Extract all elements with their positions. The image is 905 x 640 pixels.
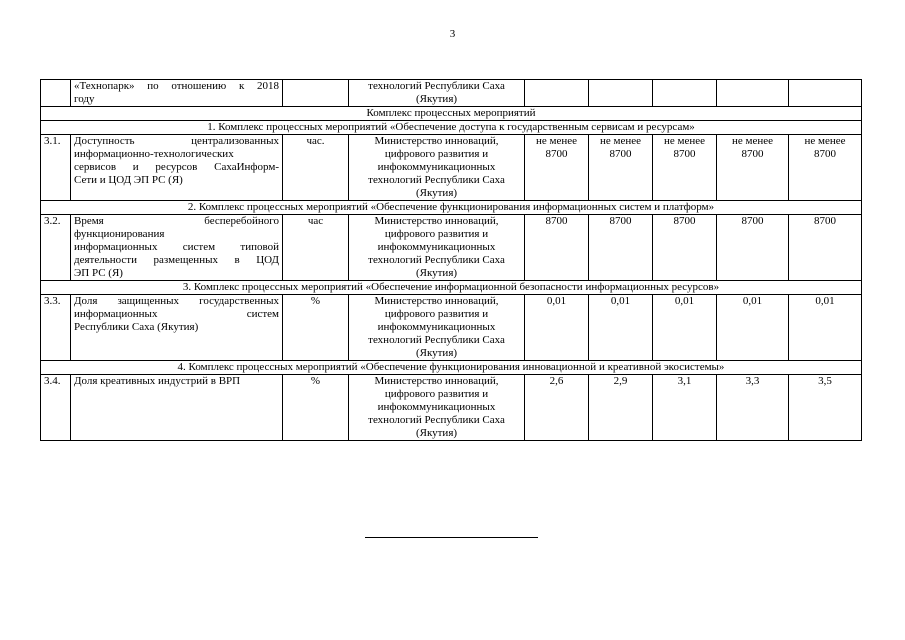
resp-line: инфокоммуникационных <box>377 161 496 173</box>
cell-value <box>717 375 789 441</box>
name-line: ЭП РС (Я) <box>74 267 123 279</box>
indicators-table <box>40 79 862 441</box>
cell-unit: % <box>283 375 349 441</box>
resp-line: (Якутия) <box>415 427 458 439</box>
cell-value <box>589 135 653 201</box>
cell-value <box>653 215 717 281</box>
cell-value <box>525 295 589 361</box>
cell-value <box>589 295 653 361</box>
group-title: 1. Комплекс процессных мероприятий «Обеспечение доступа к государственным сервисам и ресурсам» <box>41 121 862 135</box>
resp-line: (Якутия) <box>415 347 458 359</box>
resp-line: (Якутия) <box>415 187 458 199</box>
table-row <box>41 295 862 361</box>
table-row <box>41 135 862 201</box>
resp-line: Министерство инноваций, <box>374 375 499 387</box>
cell-responsible <box>349 80 525 107</box>
value-line: 3,1 <box>677 375 692 387</box>
table-row <box>41 375 862 441</box>
resp-line: цифрового развития и <box>384 228 489 240</box>
resp-line: технологий Республики Саха <box>368 254 505 266</box>
resp-line: инфокоммуникационных <box>377 401 496 413</box>
cell-num: 3.4. <box>41 375 71 441</box>
value-line: 0,01 <box>674 295 695 307</box>
resp-line: (Якутия) <box>415 93 458 105</box>
resp-line: технологий Республики Саха <box>368 174 505 186</box>
value-line: 2,9 <box>613 375 628 387</box>
cell-responsible <box>349 295 525 361</box>
value-line: 8700 <box>673 215 696 227</box>
value-line: 8700 <box>545 215 568 227</box>
name-line: информационных систем <box>74 308 279 320</box>
section-title-row <box>41 107 862 121</box>
value-line: 8700 <box>741 148 764 160</box>
cell-value <box>525 375 589 441</box>
resp-line: технологий Республики Саха <box>368 334 505 346</box>
resp-line: цифрового развития и <box>384 148 489 160</box>
name-line: информационных систем типовой <box>74 241 279 253</box>
resp-line: цифрового развития и <box>384 308 489 320</box>
value-line: 0,01 <box>546 295 567 307</box>
name-line: «Технопарк» по отношению к 2018 <box>74 80 279 92</box>
value-line: не менее <box>599 135 641 147</box>
group-title: 2. Комплекс процессных мероприятий «Обеспечение функционирования информационных систем и платформ» <box>41 201 862 215</box>
cell-value <box>653 375 717 441</box>
resp-line: (Якутия) <box>415 267 458 279</box>
value-line: 8700 <box>673 148 696 160</box>
name-line: информационно-технологических <box>74 148 234 160</box>
value-line: 2,6 <box>549 375 564 387</box>
cell-value <box>789 215 862 281</box>
resp-line: Министерство инноваций, <box>374 295 499 307</box>
value-line: не менее <box>663 135 705 147</box>
resp-line: цифрового развития и <box>384 388 489 400</box>
group-title: 4. Комплекс процессных мероприятий «Обеспечение функционирования инновационной и креативной экосистемы» <box>41 361 862 375</box>
cell-value <box>789 375 862 441</box>
name-line: Время бесперебойного <box>74 215 279 227</box>
cell-value <box>525 80 589 107</box>
cell-value <box>525 215 589 281</box>
cell-value <box>653 80 717 107</box>
cell-responsible <box>349 375 525 441</box>
cell-value <box>589 215 653 281</box>
value-line: 0,01 <box>610 295 631 307</box>
cell-num: 3.2. <box>41 215 71 281</box>
page-number: 3 <box>449 28 456 40</box>
cell-name <box>71 295 283 361</box>
cell-value <box>717 80 789 107</box>
footer-separator <box>365 537 538 538</box>
resp-line: технологий Республики Саха <box>368 80 505 92</box>
value-line: 0,01 <box>742 295 763 307</box>
cell-num: 3.1. <box>41 135 71 201</box>
value-line: 8700 <box>814 215 836 227</box>
group-title: 3. Комплекс процессных мероприятий «Обеспечение информационной безопасности информационных ресурсов» <box>41 281 862 295</box>
value-line: 3,5 <box>818 375 832 387</box>
name-line: году <box>74 93 95 105</box>
resp-line: технологий Республики Саха <box>368 414 505 426</box>
cell-value <box>789 135 862 201</box>
cell-value <box>525 135 589 201</box>
cell-responsible <box>349 215 525 281</box>
group-title-row <box>41 281 862 295</box>
resp-line: Министерство инноваций, <box>374 135 499 147</box>
value-line: 3,3 <box>745 375 760 387</box>
cell-value <box>653 295 717 361</box>
cell-unit: час. <box>283 135 349 201</box>
value-line: не менее <box>804 135 846 147</box>
value-line: 0,01 <box>815 295 835 307</box>
cell-name <box>71 375 283 441</box>
cell-unit: % <box>283 295 349 361</box>
name-line: деятельности размещенных в ЦОД <box>74 254 279 266</box>
value-line: 8700 <box>545 148 568 160</box>
name-line: Сети и ЦОД ЭП РС (Я) <box>74 174 183 186</box>
cell-name <box>71 215 283 281</box>
cell-value <box>589 375 653 441</box>
cell-value <box>789 295 862 361</box>
value-line: 8700 <box>741 215 764 227</box>
group-title-row <box>41 361 862 375</box>
name-line: Республики Саха (Якутия) <box>74 321 199 333</box>
cell-num: 3.3. <box>41 295 71 361</box>
cell-unit: час <box>283 215 349 281</box>
name-line: Доля креативных индустрий в ВРП <box>74 375 241 387</box>
cell-name <box>71 80 283 107</box>
value-line: не менее <box>731 135 773 147</box>
group-title-row <box>41 121 862 135</box>
name-line: Доступность централизованных <box>74 135 279 147</box>
cell-num <box>41 80 71 107</box>
cell-value <box>589 80 653 107</box>
table-row-continued <box>41 80 862 107</box>
name-line: сервисов и ресурсов СахаИнформ- <box>74 161 279 173</box>
resp-line: Министерство инноваций, <box>374 215 499 227</box>
value-line: не менее <box>535 135 577 147</box>
cell-value <box>717 135 789 201</box>
section-title: Комплекс процессных мероприятий <box>41 107 862 121</box>
value-line: 8700 <box>814 148 836 160</box>
cell-unit <box>283 80 349 107</box>
cell-value <box>789 80 862 107</box>
value-line: 8700 <box>609 215 632 227</box>
cell-responsible <box>349 135 525 201</box>
resp-line: инфокоммуникационных <box>377 241 496 253</box>
value-line: 8700 <box>609 148 632 160</box>
cell-value <box>717 295 789 361</box>
cell-name <box>71 135 283 201</box>
name-line: Доля защищенных государственных <box>74 295 279 307</box>
group-title-row <box>41 201 862 215</box>
resp-line: инфокоммуникационных <box>377 321 496 333</box>
name-line: функционирования <box>74 228 165 240</box>
table-row <box>41 215 862 281</box>
cell-value <box>653 135 717 201</box>
cell-value <box>717 215 789 281</box>
